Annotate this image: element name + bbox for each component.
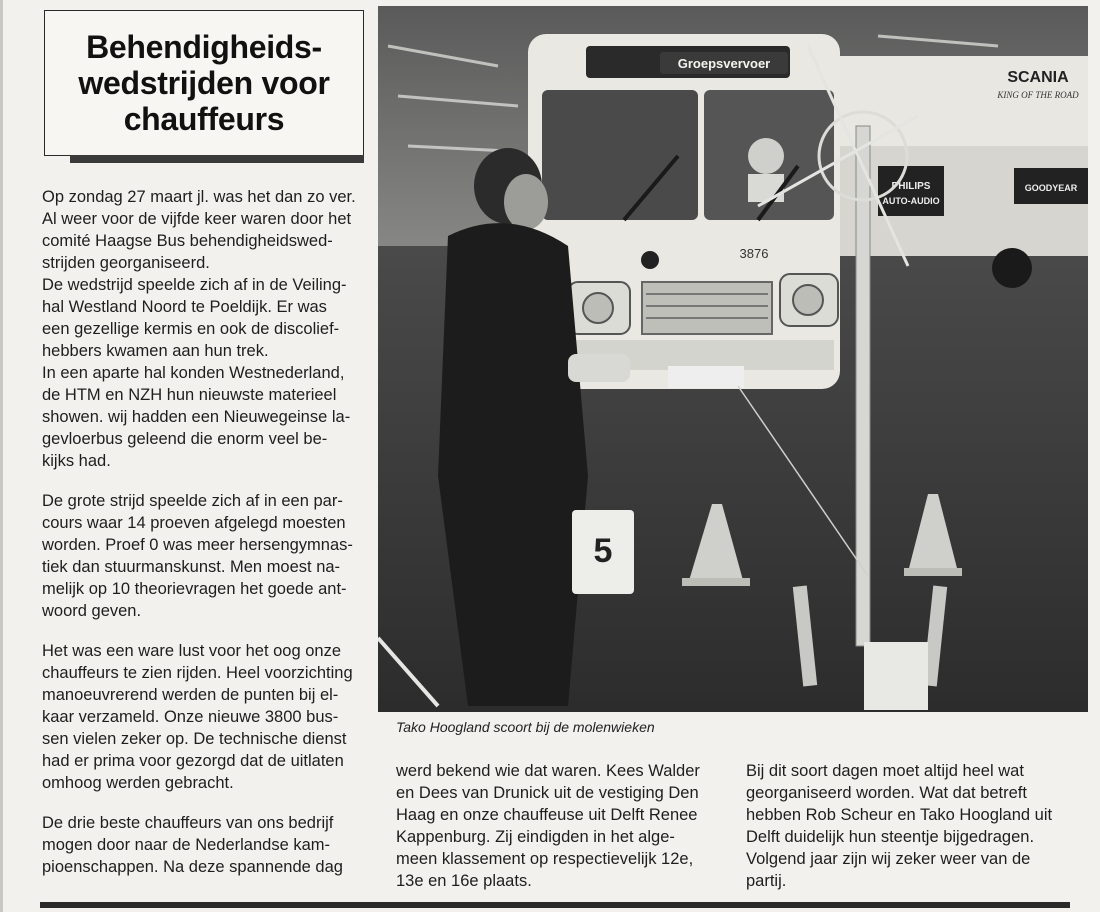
text-line: had er prima voor gezorgd dat de uitlaten — [42, 752, 344, 770]
text-line: sen vielen zeker op. De technische dienst — [42, 730, 347, 748]
text-line: hal Westland Noord te Poeldijk. Er was — [42, 298, 327, 316]
photo-bus-competition — [378, 6, 1088, 712]
banner-slogan: KING OF THE ROAD — [997, 90, 1079, 100]
text-line: Haag en onze chauffeuse uit Delft Renee — [396, 806, 698, 824]
text-line: georganiseerd worden. Wat dat betreft — [746, 784, 1027, 802]
page-edge — [0, 0, 3, 912]
paragraph — [42, 640, 364, 794]
text-line: Kappenburg. Zij eindigden in het alge- — [396, 828, 675, 846]
text-line: 13e en 16e plaats. — [396, 872, 532, 890]
bus-number: 3876 — [739, 246, 769, 261]
text-line: Het was een ware lust voor het oog onze — [42, 642, 342, 660]
text-line: de HTM en NZH hun nieuwste materieel — [42, 386, 337, 404]
text-line: manoeuvrerend werden de punten bij el- — [42, 686, 339, 704]
text-line: en Dees van Drunick uit de vestiging Den — [396, 784, 699, 802]
paragraph — [42, 812, 364, 878]
text-line: De wedstrijd speelde zich af in de Veiling- — [42, 276, 347, 294]
text-line: De grote strijd speelde zich af in een par- — [42, 492, 343, 510]
headline-box — [44, 10, 364, 156]
middle-text-column — [396, 760, 718, 892]
headline-line: wedstrijden voor — [78, 65, 330, 101]
text-line: hebbers kwamen aan hun trek. — [42, 342, 269, 360]
text-line: comité Haagse Bus behendigheidswed- — [42, 232, 333, 250]
text-line: melijk op 10 theorievragen het goede ant- — [42, 580, 347, 598]
text-line: werd bekend wie dat waren. Kees Walder — [396, 762, 700, 780]
text-line: tiek dan stuurmanskunst. Men moest na- — [42, 558, 341, 576]
text-line: Volgend jaar zijn wij zeker weer van de — [746, 850, 1031, 868]
text-line: pioenschappen. Na deze spannende dag — [42, 858, 343, 876]
text-line: kaar verzameld. Onze nieuwe 3800 bus- — [42, 708, 339, 726]
text-line: showen. wij hadden een Nieuwegeinse la- — [42, 408, 351, 426]
text-line: gevloerbus geleend die enorm veel be- — [42, 430, 328, 448]
cone-number-sign — [572, 510, 634, 594]
truck-wheel — [992, 248, 1032, 288]
photo-caption: Tako Hoogland scoort bij de molenwieken — [396, 719, 655, 735]
paragraph — [42, 186, 364, 472]
right-text-column — [746, 760, 1068, 892]
text-line: meen klassement op respectievelijk 12e, — [396, 850, 694, 868]
paragraph — [42, 490, 364, 622]
bus-destination: Groepsvervoer — [677, 56, 771, 71]
sign-goodyear-text: GOODYEAR — [1024, 183, 1078, 193]
sign-audio-text: AUTO-AUDIO — [882, 196, 940, 206]
text-line: een gezellige kermis en ook de discolief- — [42, 320, 340, 338]
headline-line: Behendigheids- — [86, 29, 322, 65]
headline-shadow — [70, 155, 364, 163]
text-line: Bij dit soort dagen moet altijd heel wat — [746, 762, 1024, 780]
text-line: strijden georganiseerd. — [42, 254, 210, 272]
text-line: Al weer voor de vijfde keer waren door het — [42, 210, 352, 228]
banner-brand: SCANIA — [1007, 69, 1069, 86]
text-line: In een aparte hal konden Westnederland, — [42, 364, 345, 382]
text-line: Delft duidelijk hun steentje bijgedragen. — [746, 828, 1035, 846]
text-line: partij. — [746, 872, 787, 890]
text-line: cours waar 14 proeven afgelegd moesten — [42, 514, 346, 532]
headline — [78, 29, 329, 137]
text-line: worden. Proef 0 was meer hersengymnas- — [42, 536, 353, 554]
bottom-rule — [40, 902, 1070, 908]
text-line: chauffeurs te zien rijden. Heel voorzichting — [42, 664, 353, 682]
photo-illustration — [378, 6, 1088, 712]
text-line: woord geven. — [42, 602, 142, 620]
text-line: De drie beste chauffeurs van ons bedrijf — [42, 814, 334, 832]
text-line: mogen door naar de Nederlandse kam- — [42, 836, 331, 854]
text-line: Op zondag 27 maart jl. was het dan zo ver. — [42, 188, 356, 206]
headline-line: chauffeurs — [123, 101, 285, 137]
left-text-column — [42, 186, 364, 896]
text-line: hebben Rob Scheur en Tako Hoogland uit — [746, 806, 1053, 824]
sign-philips-text: PHILIPS — [891, 181, 931, 192]
text-line: kijks had. — [42, 452, 111, 470]
cone-sign-number: 5 — [593, 532, 613, 570]
text-line: omhoog werden gebracht. — [42, 774, 234, 792]
